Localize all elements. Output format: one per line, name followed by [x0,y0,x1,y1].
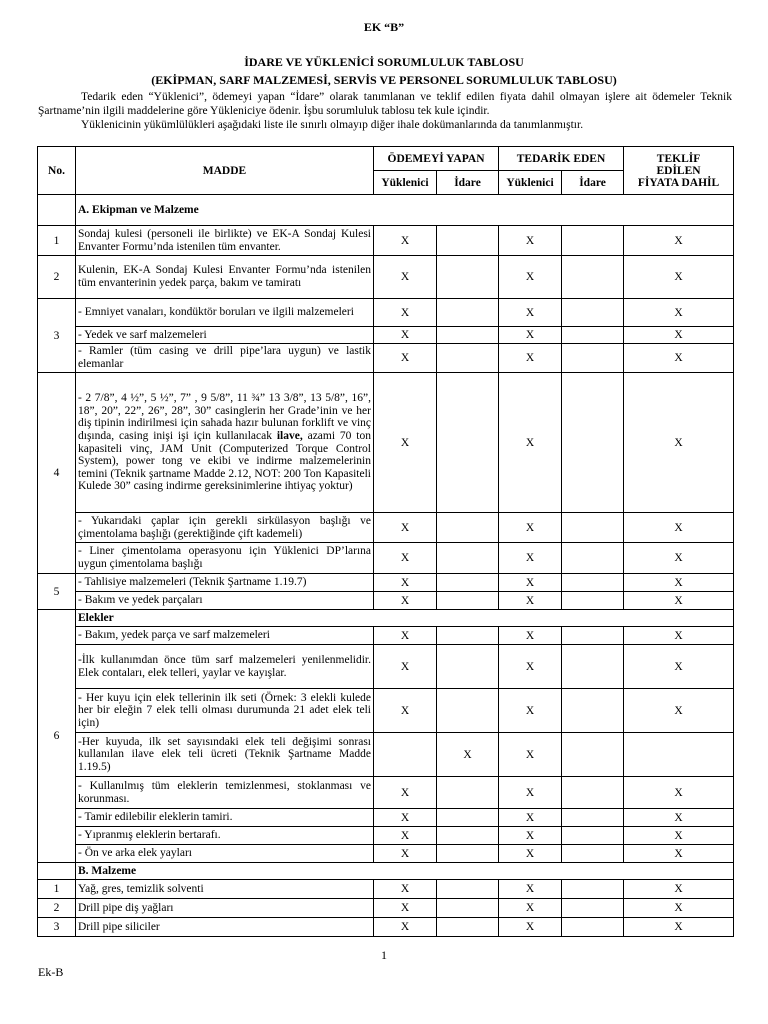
cell-mark: X [374,918,437,937]
cell-mark: X [499,733,562,777]
table-row [38,543,734,574]
cell-mark: X [374,827,437,845]
cell-mark: X [499,256,562,299]
table-row [38,689,734,733]
cell-mark: X [374,344,437,373]
header-teklif-line3: FİYATA DAHİL [637,176,720,189]
section-row [38,863,734,880]
document-subtitle: (EKİPMAN, SARF MALZEMESİ, SERVİS VE PERSONEL SORUMLULUK TABLOSU) [151,73,617,87]
table-row [38,777,734,809]
cell-mark: X [624,777,734,809]
cell-mark: X [624,574,734,592]
cell-mark: X [624,827,734,845]
cell-mark: X [624,689,734,733]
row-description: Drill pipe siliciler [76,918,374,937]
row-text-part: azami 70 ton kapasiteli vinç, JAM Unit (Computerized Torque Control System), power tong ve ekibi ve indirme malzemelerinin temini (Teknik şartname Madde 2.12, NOT: 200 Ton Kapasiteli Kulede 30” casing indirme gereksinimlerine ihtiyaç yoktur) [78,429,371,493]
header-madde: MADDE [76,147,374,195]
row-description: - Liner çimentolama operasyonu için Yüklenici DP’larına uygun çimentolama başlığı [76,543,374,574]
cell-mark: X [499,373,562,513]
footer-label: Ek-B [38,965,64,979]
cell-mark: X [374,777,437,809]
cell-mark: X [374,513,437,543]
cell-mark: X [374,627,437,645]
cell-mark: X [374,226,437,256]
cell-mark: X [499,899,562,918]
table-row [38,327,734,344]
cell-mark: X [499,344,562,373]
section-row [38,195,734,226]
row-text-part: - 2 7/8”, 4 ½”, 5 ½”, 7” , 9 5/8”, 11 ¾” 13 3/8”, 13 5/8”, 16”, 18”, 20”, 22”, 26”, 28”, 30” casinglerin her Grade’inin ve her diş tipinin indirilmesi için sahada hazır bulunan forklift ve vinç dışında, casing inişi işi için kullanılacak [78,392,371,442]
page-number: 1 [381,948,387,962]
cell-mark: X [499,627,562,645]
table-row [38,344,734,373]
row-description: - Yıpranmış eleklerin bertarafı. [76,827,374,845]
table-row [38,373,734,513]
row-number: 1 [38,880,76,899]
cell-mark: X [374,645,437,689]
header-teklif-edilen [624,147,734,195]
row-description: - Kullanılmış tüm eleklerin temizlenmesi, stoklanması ve korunması. [76,777,374,809]
cell-mark: X [499,689,562,733]
row-description: - Yedek ve sarf malzemeleri [76,327,374,344]
cell-mark: X [499,226,562,256]
cell-mark: X [624,543,734,574]
row-number: 2 [38,256,76,299]
cell-mark: X [437,733,499,777]
table-row [38,627,734,645]
subheader-yuklenici-tedarik: Yüklenici [499,171,562,195]
row-description: - Ön ve arka elek yayları [76,845,374,863]
cell-mark: X [624,513,734,543]
cell-mark: X [624,918,734,937]
cell-mark: X [374,327,437,344]
cell-mark: X [624,880,734,899]
table-row [38,845,734,863]
table-row [38,299,734,327]
row-description: - Yukarıdaki çaplar için gerekli sirkülasyon başlığı ve çimentolama başlığı (gerektiğinde çift kademeli) [76,513,374,543]
table-row [38,513,734,543]
annex-label: EK “B” [363,20,405,34]
cell-mark: X [624,845,734,863]
responsibility-table [37,146,734,937]
cell-mark: X [624,344,734,373]
row-description: Kulenin, EK-A Sondaj Kulesi Envanter Formu’nda istenilen tüm envanterinin yedek parça, bakım ve tamiratı [76,256,374,299]
cell-mark: X [374,299,437,327]
cell-mark: X [499,299,562,327]
table-row [38,645,734,689]
cell-mark: X [374,543,437,574]
table-row [38,827,734,845]
cell-mark: X [624,645,734,689]
cell-mark: X [499,513,562,543]
row-description: Sondaj kulesi (personeli ile birlikte) ve EK-A Sondaj Kulesi Envanter Formu’nda istenilen tüm envanter. [76,226,374,256]
table-row [38,256,734,299]
intro-paragraph-2: Yüklenicinin yükümlülükleri aşağıdaki liste ile sınırlı olmayıp diğer ihale dokümanlarında da tanımlanmıştır. [81,119,584,131]
document-title: İDARE VE YÜKLENİCİ SORUMLULUK TABLOSU [244,55,524,69]
cell-mark: X [499,327,562,344]
cell-mark: X [624,226,734,256]
header-teklif-line1: TEKLİF [656,152,701,165]
cell-mark: X [374,592,437,610]
header-no: No. [38,147,76,195]
cell-mark: X [499,574,562,592]
cell-mark: X [374,880,437,899]
header-tedarik-eden: TEDARİK EDEN [499,147,624,171]
cell-mark: X [624,256,734,299]
table-row [38,226,734,256]
table-row [38,899,734,918]
cell-mark: X [624,627,734,645]
row-description: - Tahlisiye malzemeleri (Teknik Şartname 1.19.7) [76,574,374,592]
table-row [38,610,734,627]
table-row [38,809,734,827]
section-b-title: B. Malzeme [76,863,734,880]
cell-mark: X [374,845,437,863]
cell-mark: X [499,827,562,845]
cell-mark: X [374,373,437,513]
cell-mark: X [624,327,734,344]
cell-mark: X [499,543,562,574]
cell-mark: X [499,845,562,863]
header-odemeyi-yapan: ÖDEMEYİ YAPAN [374,147,499,171]
row-text-bold: ilave, [276,429,303,442]
table-row [38,880,734,899]
row-number: 5 [38,574,76,610]
row-description: Drill pipe diş yağları [76,899,374,918]
row-description: - Bakım ve yedek parçaları [76,592,374,610]
subheader-idare-tedarik: İdare [562,171,624,195]
cell-mark: X [624,299,734,327]
subheader-yuklenici-odeme: Yüklenici [374,171,437,195]
cell-mark: X [499,918,562,937]
subheader-idare-odeme: İdare [437,171,499,195]
cell-mark: X [374,899,437,918]
row-number: 1 [38,226,76,256]
row-description: -İlk kullanımdan önce tüm sarf malzemeleri yenilenmelidir. Elek contaları, elek telleri, yaylar ve kayışlar. [76,645,374,689]
row-description [76,373,374,513]
table-row [38,574,734,592]
cell-mark: X [624,899,734,918]
cell-mark: X [499,592,562,610]
cell-mark: X [499,880,562,899]
section-a-title: A. Ekipman ve Malzeme [76,195,734,226]
row-description: - Ramler (tüm casing ve drill pipe’lara uygun) ve lastik elemanlar [76,344,374,373]
row-description: - Tamir edilebilir eleklerin tamiri. [76,809,374,827]
row-description: -Her kuyuda, ilk set sayısındaki elek teli değişimi sonrası kullanılan ilave elek teli ücreti (Teknik Şartname Madde 1.19.5) [76,733,374,777]
cell-mark: X [374,256,437,299]
row-description: Yağ, gres, temizlik solventi [76,880,374,899]
cell-mark: X [624,809,734,827]
row-number: 2 [38,899,76,918]
table-row [38,592,734,610]
table-row [38,918,734,937]
row-description: - Her kuyu için elek tellerinin ilk seti (Örnek: 3 elekli kulede her bir eleğin 7 elek telli olması durumunda 21 adet elek teli için) [76,689,374,733]
row-number: 3 [38,299,76,373]
row-number: 3 [38,918,76,937]
row-description: - Bakım, yedek parça ve sarf malzemeleri [76,627,374,645]
cell-mark: X [374,574,437,592]
cell-mark: X [374,689,437,733]
cell-mark: X [499,777,562,809]
cell-mark: X [499,645,562,689]
row-number: 6 [38,610,76,863]
table-row [38,733,734,777]
elekler-title: Elekler [76,610,734,627]
cell-mark: X [374,809,437,827]
row-number: 4 [38,373,76,574]
cell-mark: X [499,809,562,827]
intro-paragraph-1: Tedarik eden “Yüklenici”, ödemeyi yapan “İdare” olarak tanımlanan ve teklif edilen fiyata dahil olmayan işlere ait ödemeler Teknik Şartname’nin ilgili maddelerine göre Yükleniciye ödenir. İşbu sorumluluk tablosu tek kule içindir. [38,91,732,117]
cell-mark: X [624,373,734,513]
row-description: - Emniyet vanaları, kondüktör boruları ve ilgili malzemeleri [76,299,374,327]
header-teklif-line2: EDİLEN [656,164,701,177]
intro-text [38,90,732,132]
cell-mark: X [624,592,734,610]
